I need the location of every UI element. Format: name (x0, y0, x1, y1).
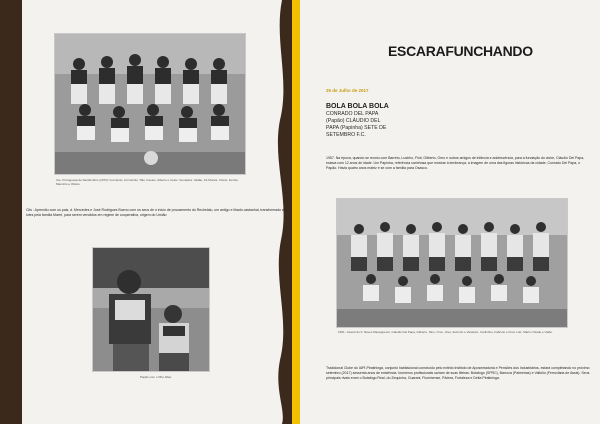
subhead-line-1: CONRADO DEL PAPA (326, 111, 379, 117)
left-page-paragraph: Cits : Aprendiu com os pais, d. Mercedes e José Rodrigues Bueno com os seus de o início de povoamento do Rechelalu, um antigo e ilhado castanhal, transformado em lotes pela família Marré, para serem vendidos em regime de cooperativa, origem do Umião (26, 208, 287, 218)
subhead-line-2: (Papão) CLÁUDIO DEL (326, 118, 381, 124)
team-photo-caption: Cte. Portuguesa de Recife/Jdim (1970): Fernando, Ari Carrão, Tião, Fausto, Alberto e Celso. Sentados: Vadão, Zé Morais, Clóvis, Ferrão, Maurício e Otávio. (56, 178, 239, 186)
subhead-line-3: PAPA (Papinha) SETE DE (326, 125, 387, 131)
subhead-line-4: SETEMBRO F.C. (326, 132, 366, 138)
father-son-caption: Papão com o filho Allan (140, 375, 172, 379)
juvenile-team-photo-1961 (336, 198, 568, 328)
article-headline: BOLA BOLA BOLA (326, 103, 389, 110)
page-spine (292, 0, 300, 424)
juvenile-team-caption: 1961. Juvenil do F. Neves Mauapperez, Cláudio Del Papa, Gilberto, Nino, Omo, Givo, Zezinho e Vandeiro. Carlinhos, Fabrício e Fiod. Luiz, Mário Chuafe e Valdo. (338, 330, 553, 334)
father-son-photo (92, 247, 210, 372)
team-photo-graphic (55, 34, 246, 175)
juvenile-team-graphic (337, 199, 568, 328)
right-page-paragraph-2: Tradicional Clube do IAPI-Piratininga, conjunto habitacional construído pelo extinto Instituto de Aposentadoria e Pensões dos Industriários, estará completando no próximo setembro (2017) sessenta anos de existência. Inúmeros profissionais saíram de suas fileiras: Botafogo (SPRC), Barroca (Palmeiras) e Valtúlio (Ferroviária de Assis). Seus principais rivais eram o Botafogo Real, do Zequinha, Guarani, Fluminense, Riviera, Fortaleza e Delta Piratininga. (326, 366, 590, 381)
article-date: 25 de Julho de 2017 (326, 88, 369, 93)
section-title: ESCARAFUNCHANDO (388, 43, 533, 59)
father-son-graphic (93, 248, 210, 372)
team-photo-1970 (54, 33, 246, 175)
right-page-paragraph-1: 1957. Na época, quando se reuniu com Barreto, Lustrho, Fioti, Gilberto, Omo e outros amigos de infância e adolescência, para a fundação do clube, Cláudio Del Papa, estava com 12 anos de idade. Um Papinha, referência carinhosa que mostrar à lembrança, a imagem de uma das figuras históricas da cidade, Conrado Del Papa, o Papão. Havia quatro anos matriz e se com a família para Osasco. (326, 156, 585, 171)
